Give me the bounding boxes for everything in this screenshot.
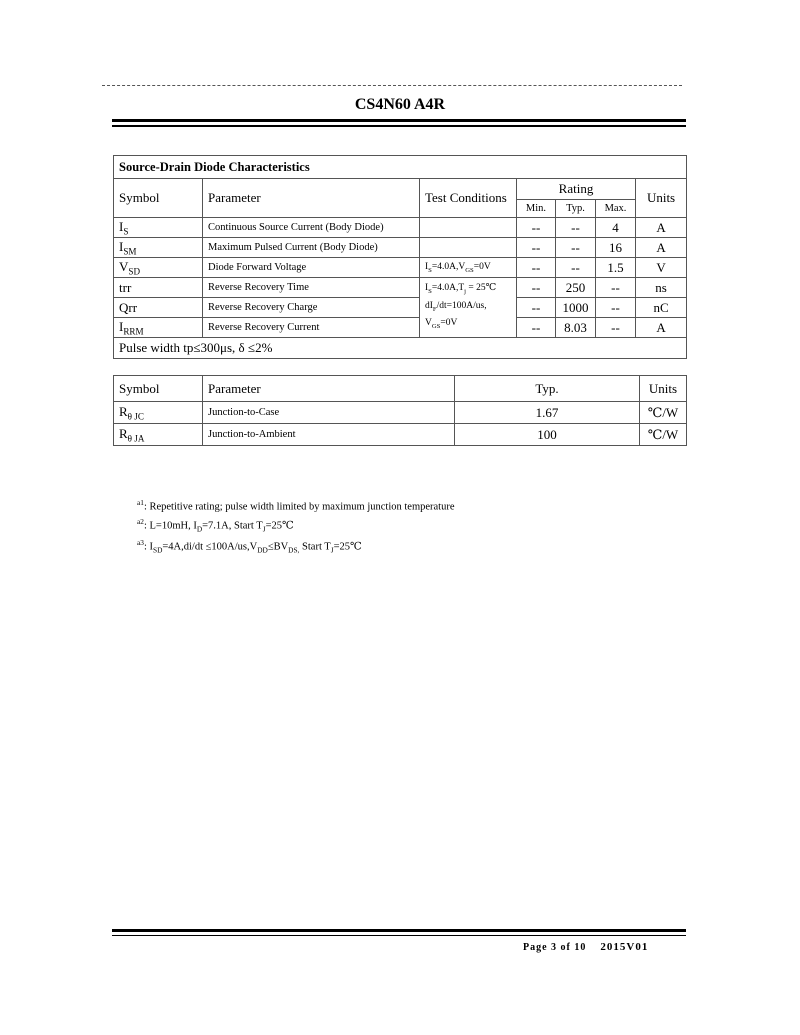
units-cell: ℃/W <box>640 424 687 446</box>
table-footnote-row <box>114 338 687 359</box>
parameter-cell: Junction-to-Case <box>203 402 455 424</box>
min-cell: -- <box>517 278 556 298</box>
typ-cell: 100 <box>455 424 640 446</box>
test-conditions-cell: $I_S=4.0A,T_j$ = 25℃ $dI_F/dt=100A/us$, $V_{GS}=0V$ <box>420 278 517 338</box>
max-cell: -- <box>596 318 636 338</box>
max-cell: 16 <box>596 238 636 258</box>
parameter-cell: Maximum Pulsed Current (Body Diode) <box>203 238 420 258</box>
footnotes <box>137 496 455 558</box>
min-cell: -- <box>517 238 556 258</box>
table-row <box>114 258 687 278</box>
min-cell: -- <box>517 218 556 238</box>
units-cell: V <box>636 258 687 278</box>
page-number: Page 3 of 10 <box>523 942 587 953</box>
max-cell: -- <box>596 278 636 298</box>
units-cell: ns <box>636 278 687 298</box>
document-title: CS4N60 A4R <box>354 96 446 113</box>
page-footer <box>523 941 648 953</box>
typ-cell: -- <box>556 258 596 278</box>
test-conditions-cell <box>420 218 517 238</box>
header-rule-thin <box>112 125 686 127</box>
max-cell: 4 <box>596 218 636 238</box>
typ-cell: -- <box>556 238 596 258</box>
symbol-cell: $I_S$ <box>114 218 203 238</box>
table-row <box>114 218 687 238</box>
units-cell: nC <box>636 298 687 318</box>
test-conditions-header: Test Conditions <box>420 179 517 218</box>
rating-header: Rating <box>517 179 636 200</box>
min-cell: -- <box>517 298 556 318</box>
symbol-cell: $I_{SM}$ <box>114 238 203 258</box>
table-row <box>114 278 687 298</box>
footnote-a1: $^{a1}$: Repetitive rating; pulse width limited by maximum junction temperature <box>137 498 455 513</box>
typ-cell: 8.03 <box>556 318 596 338</box>
diode-characteristics-table <box>113 155 687 359</box>
table-row <box>114 318 687 338</box>
table-row <box>114 238 687 258</box>
symbol-header: Symbol <box>114 376 203 402</box>
parameter-cell: Junction-to-Ambient <box>203 424 455 446</box>
units-cell: A <box>636 218 687 238</box>
typ-cell: 250 <box>556 278 596 298</box>
footer-rule-thick <box>112 929 686 932</box>
table-row <box>114 402 687 424</box>
test-conditions-cell <box>420 238 517 258</box>
typ-header: Typ. <box>556 200 596 218</box>
typ-header: Typ. <box>455 376 640 402</box>
table-row <box>114 424 687 446</box>
units-cell: ℃/W <box>640 402 687 424</box>
table-title: Source-Drain Diode Characteristics <box>114 156 687 179</box>
parameter-cell: Diode Forward Voltage <box>203 258 420 278</box>
symbol-cell: $R_{\theta JA}$ <box>114 424 203 446</box>
symbol-header: Symbol <box>114 179 203 218</box>
max-cell: 1.5 <box>596 258 636 278</box>
thermal-resistance-table <box>113 375 687 446</box>
symbol-cell: $R_{\theta JC}$ <box>114 402 203 424</box>
typ-cell: 1.67 <box>455 402 640 424</box>
test-conditions-cell: $I_S=4.0A,V_{GS}=0V$ <box>420 258 517 278</box>
parameter-cell: Continuous Source Current (Body Diode) <box>203 218 420 238</box>
symbol-cell: trr <box>114 278 203 298</box>
units-cell: A <box>636 318 687 338</box>
table-title-row <box>114 156 687 179</box>
parameter-header: Parameter <box>203 179 420 218</box>
units-header: Units <box>636 179 687 218</box>
footer-rule-thin <box>112 935 686 936</box>
units-header: Units <box>640 376 687 402</box>
header-row <box>114 376 687 402</box>
units-cell: A <box>636 238 687 258</box>
min-header: Min. <box>517 200 556 218</box>
header-row <box>114 179 687 200</box>
pulse-width-footnote: Pulse width tp≤300μs, δ ≤2% <box>114 338 687 359</box>
min-cell: -- <box>517 318 556 338</box>
symbol-cell: Qrr <box>114 298 203 318</box>
parameter-cell: Reverse Recovery Current <box>203 318 420 338</box>
typ-cell: 1000 <box>556 298 596 318</box>
parameter-cell: Reverse Recovery Charge <box>203 298 420 318</box>
symbol-cell: $I_{RRM}$ <box>114 318 203 338</box>
max-cell: -- <box>596 298 636 318</box>
symbol-cell: $V_{SD}$ <box>114 258 203 278</box>
max-header: Max. <box>596 200 636 218</box>
header-rule-thick <box>112 119 686 122</box>
parameter-cell: Reverse Recovery Time <box>203 278 420 298</box>
document-version: 2015V01 <box>600 941 649 953</box>
footnote-a2: $^{a2}$: L=10mH, $I_D=7.1A$, Start $T_J=25℃$ <box>137 516 294 534</box>
header-dashed-rule <box>102 85 682 86</box>
table-row <box>114 298 687 318</box>
min-cell: -- <box>517 258 556 278</box>
typ-cell: -- <box>556 218 596 238</box>
footnote-a3: $^{a3}$: $I_{SD}=4A,di/dt \le 100A/us,V_{DD}\le BV_{DS,}$ Start $T_J=25℃$ <box>137 538 362 555</box>
parameter-header: Parameter <box>203 376 455 402</box>
